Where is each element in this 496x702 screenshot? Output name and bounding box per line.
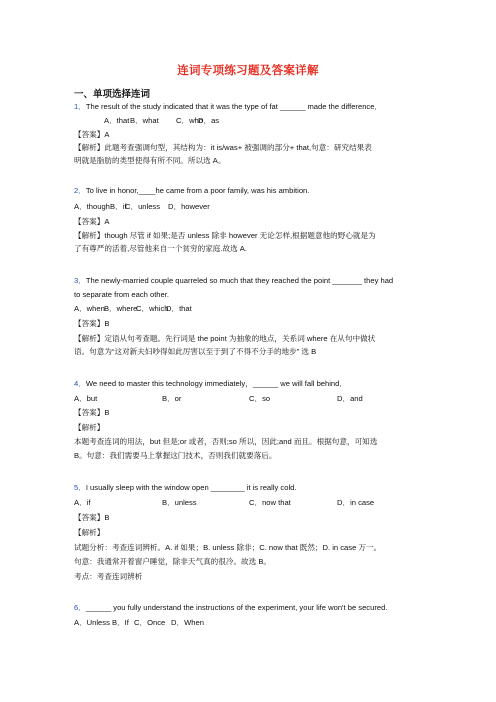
question-5-stem: [74, 483, 296, 493]
option: B．If: [112, 618, 129, 627]
question-4-options: [74, 394, 363, 404]
question-3-options: [74, 304, 192, 314]
option: C．so: [249, 394, 271, 403]
question-4-answer: 【答案】B: [74, 408, 110, 417]
option: B．or: [162, 394, 182, 403]
option: A．if: [74, 498, 91, 507]
option: A．but: [74, 394, 98, 403]
option: A．that: [104, 116, 130, 125]
question-2-stem: [74, 186, 309, 196]
option: A．when: [74, 304, 105, 313]
question-4-analysis: B。句意：我们需要马上掌握这门技术，否则我们就要落后。: [74, 451, 277, 460]
question-1-options: [104, 116, 219, 126]
question-3-stem-cont: to separate from each other.: [74, 290, 169, 299]
option: C．Once: [134, 618, 166, 627]
option: C．now that: [249, 498, 291, 507]
question-5-analysis: 考点：考查连词辨析: [74, 572, 143, 581]
question-5-options: [74, 498, 374, 508]
question-3-answer: 【答案】B: [74, 319, 110, 328]
question-3-analysis: 【解析】定语从句考查题。先行词是 the point 为抽象的地点，关系词 where 在从句中做状: [74, 334, 376, 343]
question-number: 2．: [74, 186, 86, 195]
question-1-stem: [74, 102, 382, 112]
question-4-analysis-label: 【解析】: [74, 423, 105, 432]
question-6-options: [74, 618, 204, 628]
option: D．as: [198, 116, 220, 125]
question-4-stem: [74, 379, 347, 389]
option: D．however: [168, 202, 210, 211]
option: D．When: [171, 618, 204, 627]
option: D．and: [337, 394, 363, 403]
question-number: 4．: [74, 379, 86, 388]
question-text: To live in honor,____he came from a poor family, was his ambition.: [85, 186, 310, 195]
question-2-options: [74, 202, 210, 212]
option: D．that: [166, 304, 192, 313]
option: A．Unless: [74, 618, 110, 627]
question-number: 6．: [74, 603, 86, 612]
option: D．in case: [337, 498, 375, 507]
question-3-analysis: 语。句意为“这对新夫妇吵得如此厉害以至于到了不得不分手的地步” 选 B: [74, 347, 317, 356]
question-4-analysis: 本题考查连词的用法，but 但是;or 或者，否则;so 所以，因此;and 而且。根据句意，可知选: [74, 437, 378, 446]
question-number: 5．: [74, 483, 86, 492]
question-2-analysis: 了有尊严的活着,尽管他来自一个贫穷的家庭.故选 A.: [74, 244, 247, 253]
document-title: 连词专项练习题及答案详解: [177, 65, 319, 77]
option: B．where: [104, 304, 138, 313]
question-2-analysis: 【解析】though 尽管 if 如果;是否 unless 除非 however 无论怎样,根据题意他的野心就是为: [74, 231, 376, 240]
option: B．unless: [162, 498, 197, 507]
question-text: I usually sleep with the window open ________ it is really cold.: [85, 483, 297, 492]
question-2-answer: 【答案】A: [74, 217, 110, 226]
option: C．unless: [125, 202, 161, 211]
question-5-analysis: 试题分析：考查连词辨析。A. if 如果；B. unless 除非；C. now that 既然；D. in case 万一。: [74, 543, 382, 552]
question-3-stem: [74, 276, 393, 286]
section-heading: 一、单项选择连词: [74, 89, 151, 100]
question-text: The newly-married couple quarreled so much that they reached the point _______ they had: [85, 276, 394, 285]
question-1-answer: 【答案】A: [74, 130, 110, 139]
option: C．who: [176, 116, 204, 125]
option: B．if: [110, 202, 127, 211]
question-number: 3．: [74, 276, 86, 285]
option: C．which: [136, 304, 169, 313]
question-5-analysis: 句意：我通常开着窗户睡觉，除非天气真的很冷。故选 B。: [74, 557, 272, 566]
question-1-analysis: 【解析】此题考查强调句型，其结构为：it is/was+ 被强调的部分+ that,句意：研究结果表: [74, 143, 372, 152]
question-1-analysis: 明就是脂肪的类型使得有所不同。所以选 A。: [74, 156, 226, 165]
question-5-answer: 【答案】B: [74, 513, 110, 522]
question-number: 1．: [74, 102, 86, 111]
question-text: ______ you fully understand the instructions of the experiment, your life won't be secured.: [85, 603, 388, 612]
question-text: The result of the study indicated that it was the type of fat ______ made the difference．: [85, 102, 383, 111]
option: B．what: [130, 116, 159, 125]
question-text: We need to master this technology immediately，______ we will fall behind．: [85, 379, 347, 388]
option: A．though: [74, 202, 110, 211]
question-6-stem: [74, 603, 387, 613]
question-5-analysis-label: 【解析】: [74, 528, 105, 537]
